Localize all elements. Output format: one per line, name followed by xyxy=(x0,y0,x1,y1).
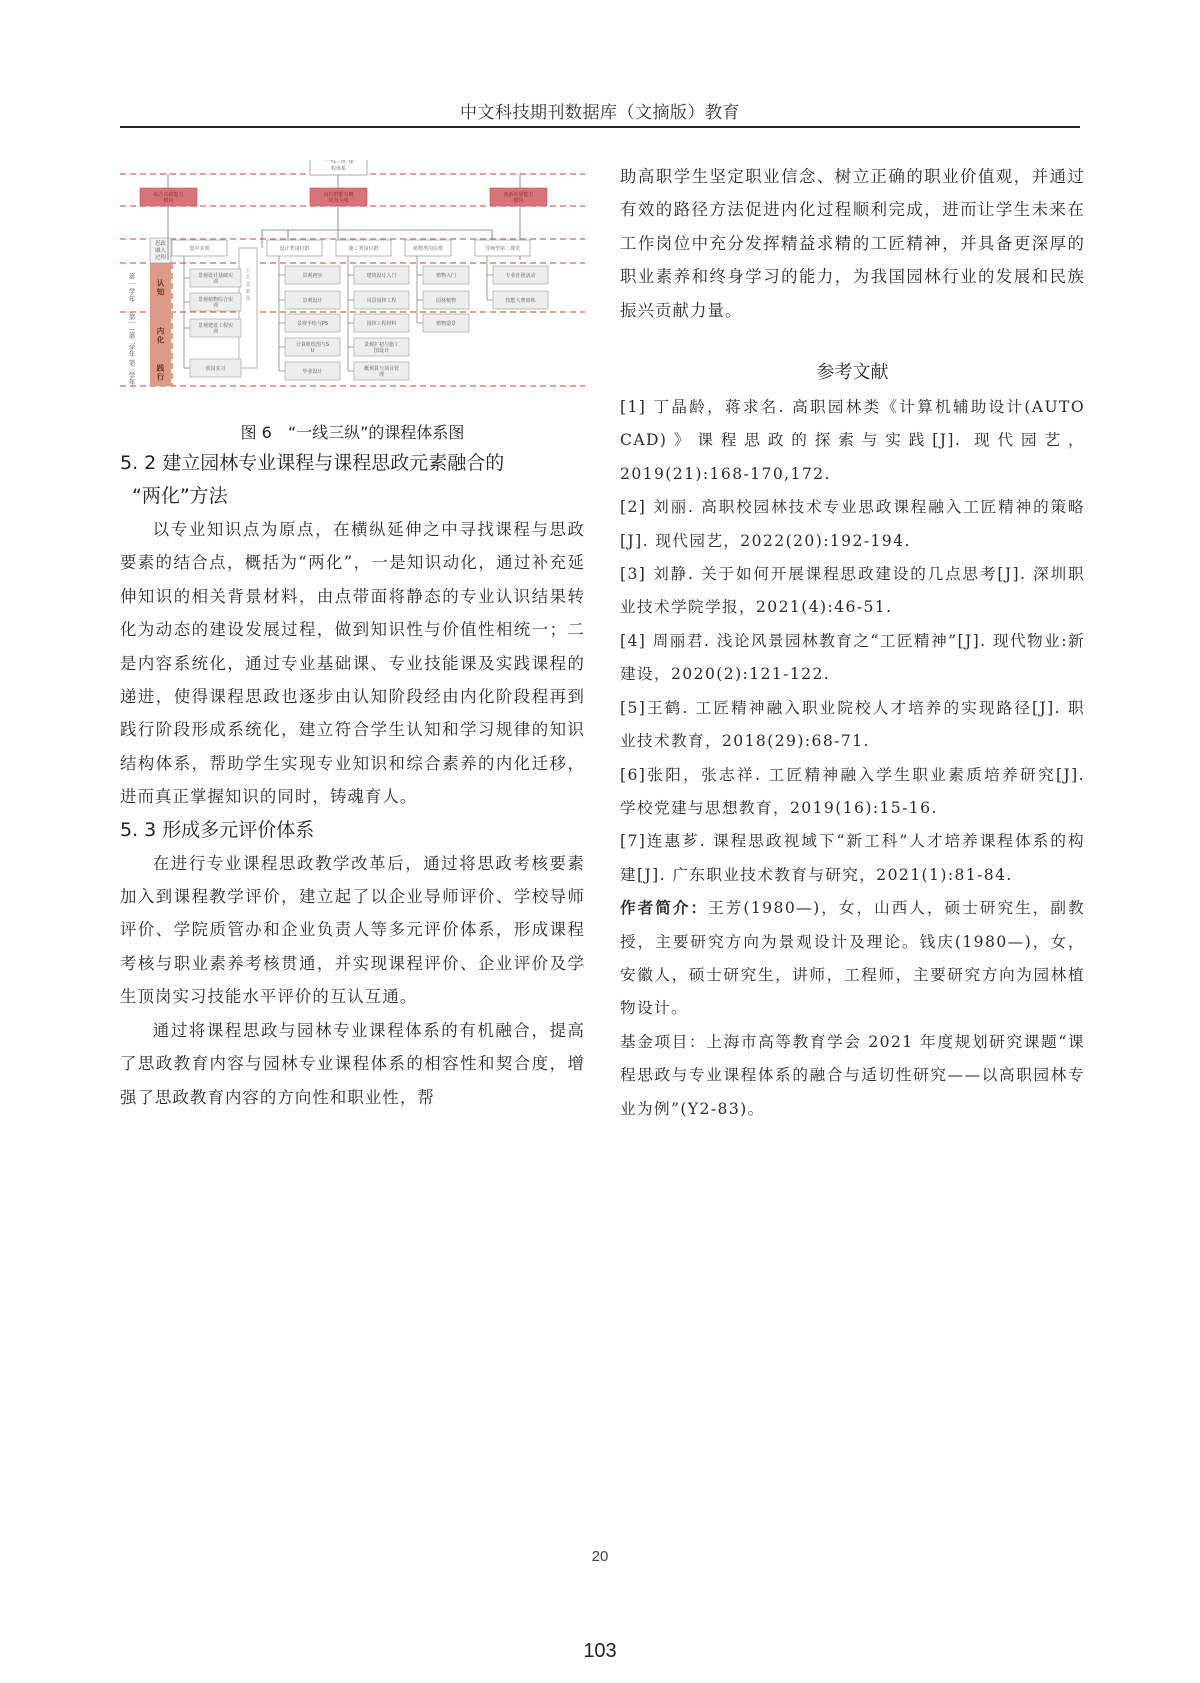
references-list xyxy=(620,391,1085,892)
reference-item: [2] 刘丽. 高职校园林技术专业思政课程融入工匠精神的策略[J]. 现代园艺，2022(20):192-194. xyxy=(620,498,1085,550)
course-label: 顶岗实习 xyxy=(205,365,226,372)
year-label: 第三学年 xyxy=(128,359,136,386)
header-rule xyxy=(120,126,1080,128)
course-label: 毕业设计 xyxy=(302,368,323,375)
course-label: 景观建设工程实训 xyxy=(197,322,234,335)
course-label: 专业社团活动 xyxy=(505,272,536,279)
phase-label: 践行 xyxy=(156,363,165,382)
course-label: 景观扩初与施工图设计 xyxy=(363,341,400,354)
group-header-label: 植物类岗位群 xyxy=(412,245,444,252)
author-bio-text: 王芳(1980—)，女，山西人，硕士研究生，副教授，主要研究方向为景观设计及理论。钱庆(1980—)，女，安徽人，硕士研究生，讲师，工程师，主要研究方向为园林植物设计。 xyxy=(620,899,1085,1018)
course-label: 风景园林工程 xyxy=(366,297,397,304)
course-label: 景观植物综合实训 xyxy=(197,296,234,309)
course-label: 植物入门 xyxy=(435,272,457,279)
page-number: 103 xyxy=(583,1640,617,1662)
course-label: 景观手绘与PS xyxy=(296,320,329,327)
phase-label: 内化 xyxy=(156,326,165,345)
reference-item: [5]王鹤. 工匠精神融入职业院校人才培养的实现路径[J]. 职业技术教育，2018(29):68-71. xyxy=(620,698,1085,751)
phase-label: 认知 xyxy=(156,278,165,297)
module-label: 岗位群能力模块为主线 xyxy=(323,191,354,204)
fund-info: 基金项目：上海市高等教育学会 2021 年度规划研究课题“课程思政与专业课程体系的融合与适切性研究——以高职园林专业为例”(Y2-83)。 xyxy=(620,1032,1085,1118)
course-label: 园林植物 xyxy=(435,297,457,304)
course-label: 建筑设计入门 xyxy=(366,272,397,279)
right-column xyxy=(620,160,1085,1126)
reference-item: [7]连惠芗. 课程思政视域下“新工科”人才培养课程体系的构建[J]. 广东职业技术教育与研究，2021(1):81-84. xyxy=(620,832,1085,884)
year-label: 第一学年 xyxy=(128,272,136,303)
process-label: 思政融入过程 xyxy=(154,241,167,261)
course-system-diagram xyxy=(120,160,585,415)
section-5-2-heading: 5. 2 建立园林专业课程与课程思政元素融合的 xyxy=(120,452,505,474)
figure-caption: 图 6 “一线三纵”的课程体系图 xyxy=(240,423,465,442)
course-label: 园林工程材料 xyxy=(366,320,397,327)
section-5-2-heading-cont: “两化”方法 xyxy=(132,485,228,507)
journal-header: 中文科技期刊数据库（文摘版）教育 xyxy=(460,103,740,123)
group-header-label: 设计类岗位群 xyxy=(279,245,310,252)
author-bio xyxy=(620,892,1085,1026)
reference-item: [1] 丁晶龄，蒋求名. 高职园林类《计算机辅助设计(AUTO CAD)》课程思政的探索与实践[J]. 现代园艺，2019(21):168-170,172. xyxy=(620,398,1085,483)
paragraph-5-3a: 在进行专业课程思政教学改革后，通过将思政考核要素加入到课程教学评价，建立起了以企业导师评价、学校导师评价、学院质管办和企业负责人等多元评价体系，形成课程考核与职业素养考核贯通，并实现课程评价、企业评价及学生顶岗实习技能水平评价的互认互通。 xyxy=(120,853,585,1007)
group-header-label: 导师型第二课堂 xyxy=(484,245,521,252)
year-label: 第一—第二学年 xyxy=(128,313,136,358)
inner-page-number: 20 xyxy=(591,1548,609,1565)
module-label: 综合实践能力模块 xyxy=(153,191,184,204)
paragraph-continued: 助高职学生坚定职业信念、树立正确的职业价值观，并通过有效的路径方法促进内化过程顺利完成，进而让学生未来在工作岗位中充分发挥精益求精的工匠精神，并具备更深厚的职业素养和终身学习的能力，为我国园林行业的发展和民族振兴贡献力量。 xyxy=(620,167,1085,320)
section-5-3-heading: 5. 3 形成多元评价体系 xyxy=(120,818,315,841)
figure-course-system xyxy=(120,160,585,415)
course-label: 计算机绘图与S U xyxy=(295,341,330,354)
root-label: “一线三纵”课 xyxy=(323,160,354,165)
public-course-label: 公共基础课 xyxy=(245,268,251,302)
course-label: 景观设计基础实训 xyxy=(197,272,234,285)
root-label-2: 程体系 xyxy=(330,166,347,172)
author-bio-label: 作者简介： xyxy=(620,899,709,918)
course-label: 植物造景 xyxy=(435,320,457,327)
group-header-label: 施工类岗位群 xyxy=(348,245,379,252)
group-header-label: 集中实训 xyxy=(189,245,210,252)
reference-item: [3] 刘静. 关于如何开展课程思政建设的几点思考[J]. 深圳职业技术学院学报，2021(4):46-51. xyxy=(620,565,1085,617)
left-column xyxy=(120,160,585,1114)
paragraph-5-3b: 通过将课程思政与园林专业课程体系的有机融合，提高了思政教育内容与园林专业课程体系的相容性和契合度，增强了思政教育内容的方向性和职业性，帮 xyxy=(120,1020,585,1107)
module-label: 创新拓展能力模块 xyxy=(503,191,534,204)
references-title: 参考文献 xyxy=(816,362,889,384)
course-label: 概预算与项目管理 xyxy=(363,365,400,378)
reference-item: [4] 周丽君. 浅论风景园林教育之“工匠精神”[J]. 现代物业:新建设，2020(2):121-122. xyxy=(620,631,1085,684)
public-course-box xyxy=(239,248,257,368)
paragraph-5-2: 以专业知识点为原点，在横纵延伸之中寻找课程与思政要素的结合点，概括为“两化”，一是知识动化，通过补充延伸知识的相关背景材料，由点带面将静态的专业认识结果转化为动态的建设发展过程，做到知识性与价值性相统一；二是内容系统化，通过专业基础课、专业技能课及实践课程的递进，使得课程思政也逐步由认知阶段经由内化阶段程再到践行阶段形成系统化，建立符合学生认知和学习规律的知识结构体系，帮助学生实现专业知识和综合素养的内化迁移，进而真正掌握知识的同时，铸魂育人。 xyxy=(120,520,585,807)
reference-item: [6]张阳，张志祥. 工匠精神融入学生职业素质培养研究[J]. 学校党建与思想教育，2019(16):15-16. xyxy=(620,765,1085,817)
course-label: 景观初步 xyxy=(302,272,323,279)
course-label: 技能大赛训练 xyxy=(505,297,536,304)
course-label: 景观设计 xyxy=(302,297,323,304)
